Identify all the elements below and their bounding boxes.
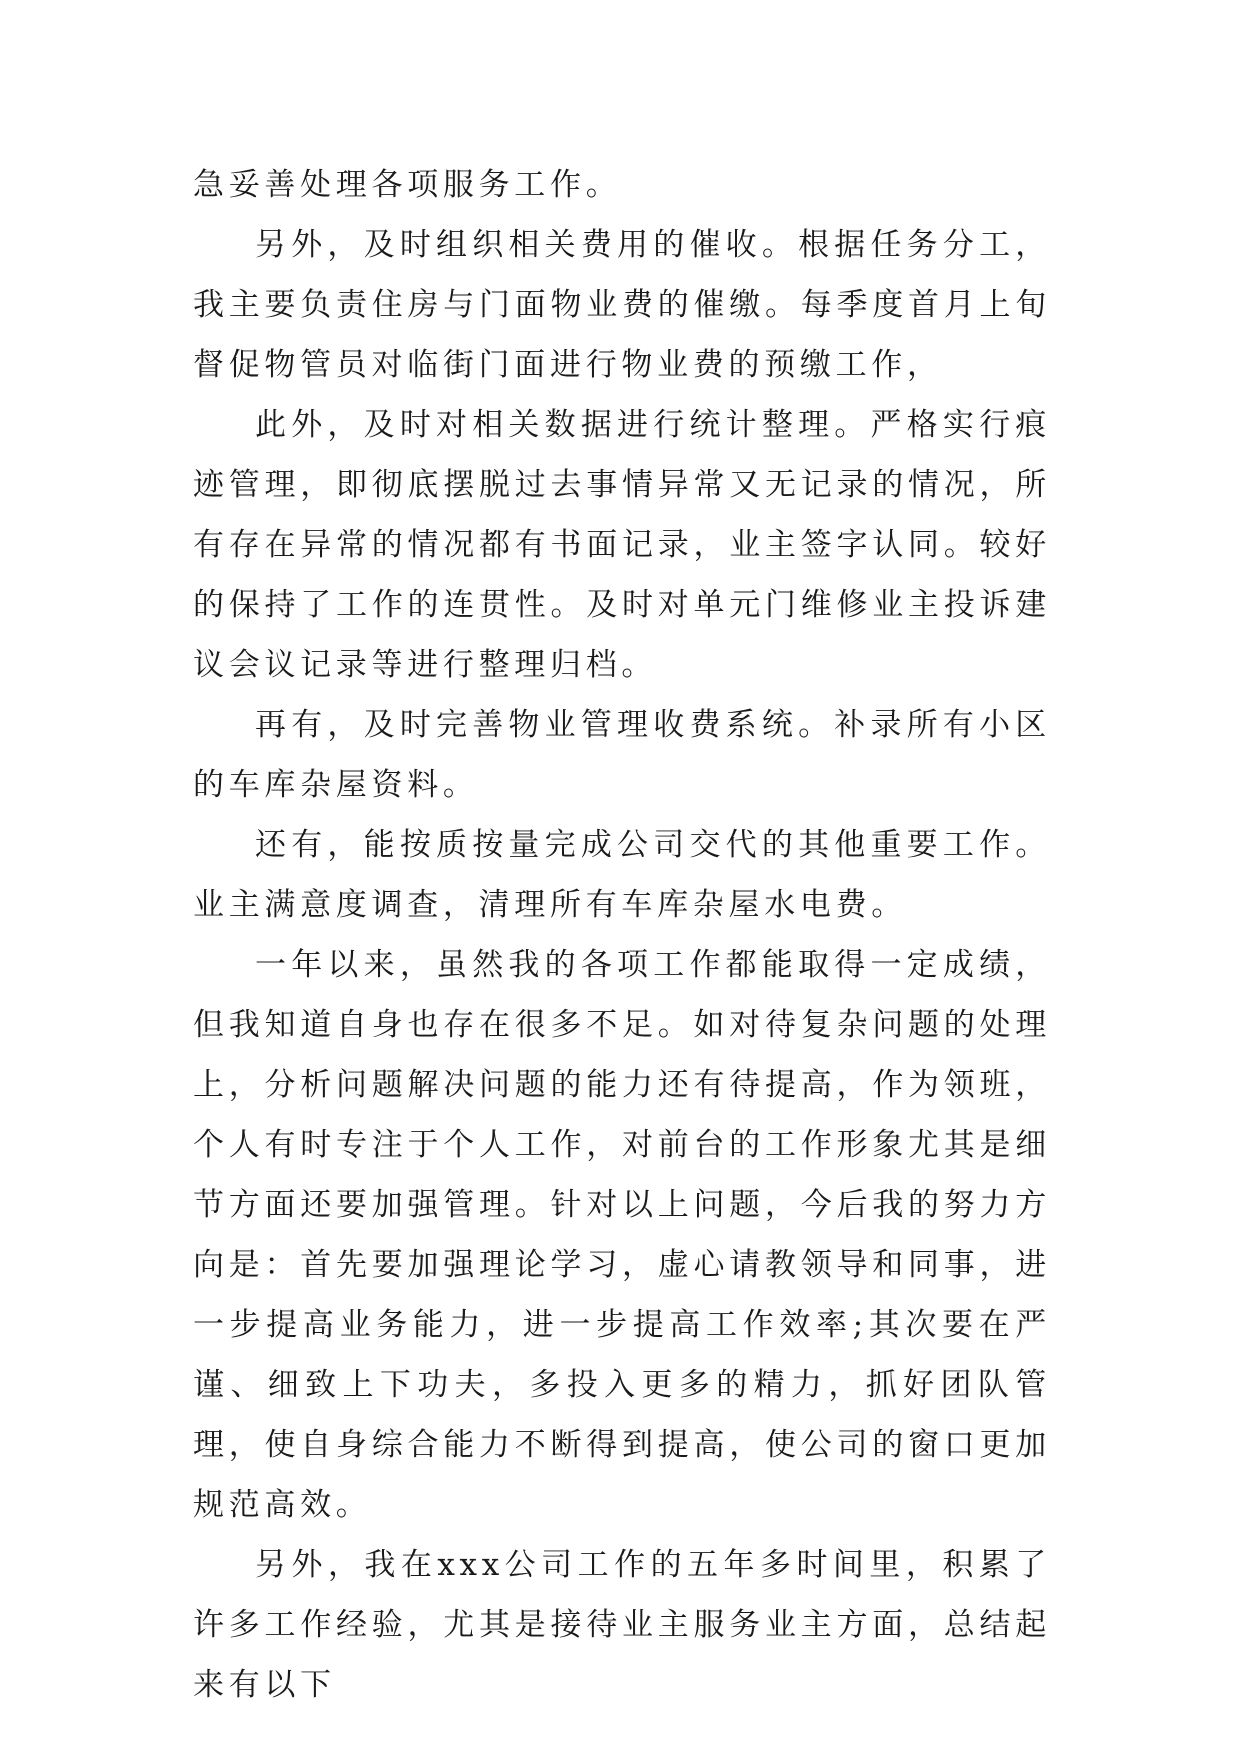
paragraph-other-work: 还有，能按质按量完成公司交代的其他重要工作。业主满意度调查，清理所有车库杂屋水电费。 (193, 827, 1051, 923)
paragraph-shortcomings: 一年以来，虽然我的各项工作都能取得一定成绩，但我知道自身也存在很多不足。如对待复杂问题的处理上，分析问题解决问题的能力还有待提高，作为领班，个人有时专注于个人工作，对前台的工作形象尤其是细节方面还要加强管理。针对以上问题，今后我的努力方向是：首先要加强理论学习，虚心请教领导和同事，进一步提高业务能力，进一步提高工作效率;其次要在严谨、细致上下功夫，多投入更多的精力，抓好团队管理，使自身综合能力不断得到提高，使公司的窗口更加规范高效。 (193, 947, 1051, 1523)
paragraph-charging-system: 再有，及时完善物业管理收费系统。补录所有小区的车库杂屋资料。 (193, 707, 1051, 803)
document-body (193, 155, 1051, 1715)
paragraph-data-management: 此外，及时对相关数据进行统计整理。严格实行痕迹管理，即彻底摆脱过去事情异常又无记录的情况，所有存在异常的情况都有书面记录，业主签字认同。较好的保持了工作的连贯性。及时对单元门维修业主投诉建议会议记录等进行整理归档。 (193, 407, 1051, 683)
paragraph-continued: 急妥善处理各项服务工作。 (193, 167, 622, 203)
paragraph-experience: 另外，我在xxx公司工作的五年多时间里，积累了许多工作经验，尤其是接待业主服务业主方面，总结起来有以下 (193, 1547, 1051, 1703)
paragraph-fee-collection: 另外，及时组织相关费用的催收。根据任务分工，我主要负责住房与门面物业费的催缴。每季度首月上旬督促物管员对临街门面进行物业费的预缴工作， (193, 227, 1051, 383)
